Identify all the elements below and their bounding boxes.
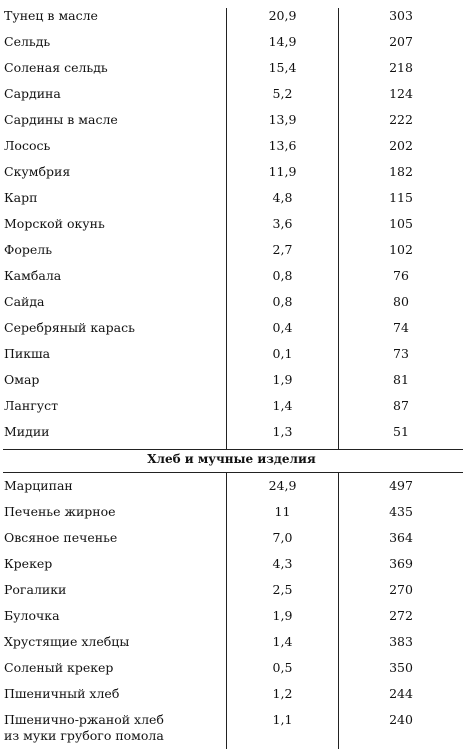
table-row bbox=[0, 582, 463, 608]
kcal-value: 124 bbox=[389, 86, 413, 101]
kcal-value: 497 bbox=[389, 478, 413, 493]
table-row bbox=[0, 424, 463, 450]
table-row bbox=[0, 216, 463, 242]
fat-value: 1,9 bbox=[272, 372, 293, 387]
food-name-line-2: из муки грубого помола bbox=[4, 728, 164, 743]
food-name-line-1: Пшенично-ржаной хлеб bbox=[4, 712, 164, 727]
food-name: Печенье жирное bbox=[4, 504, 116, 519]
table-row bbox=[0, 190, 463, 216]
fat-value: 13,6 bbox=[268, 138, 297, 153]
food-name: Пшеничный хлеб bbox=[4, 686, 120, 701]
kcal-value: 303 bbox=[389, 8, 413, 23]
table-row bbox=[0, 60, 463, 86]
table-row bbox=[0, 86, 463, 112]
kcal-value: 244 bbox=[389, 686, 413, 701]
fat-value: 14,9 bbox=[268, 34, 297, 49]
table-row bbox=[0, 712, 463, 748]
food-name: Камбала bbox=[4, 268, 62, 283]
food-name: Марципан bbox=[4, 478, 73, 493]
fat-value: 13,9 bbox=[268, 112, 297, 127]
food-name: Морской окунь bbox=[4, 216, 105, 231]
fat-value: 20,9 bbox=[268, 8, 297, 23]
fat-value: 2,7 bbox=[272, 242, 293, 257]
food-name: Хрустящие хлебцы bbox=[4, 634, 130, 649]
kcal-value: 81 bbox=[393, 372, 409, 387]
kcal-value: 383 bbox=[389, 634, 413, 649]
food-name: Крекер bbox=[4, 556, 53, 571]
fat-value: 4,8 bbox=[272, 190, 293, 205]
fat-value: 1,4 bbox=[272, 398, 293, 413]
section-title: Хлеб и мучные изделия bbox=[147, 452, 316, 466]
food-name: Соленая сельдь bbox=[4, 60, 108, 75]
fat-value: 0,8 bbox=[272, 268, 293, 283]
table-row bbox=[0, 268, 463, 294]
food-name: Булочка bbox=[4, 608, 60, 623]
table-row bbox=[0, 8, 463, 34]
table-row bbox=[0, 138, 463, 164]
food-name: Соленый крекер bbox=[4, 660, 114, 675]
food-name: Омар bbox=[4, 372, 40, 387]
kcal-value: 202 bbox=[389, 138, 413, 153]
table-row bbox=[0, 556, 463, 582]
kcal-value: 270 bbox=[389, 582, 413, 597]
fat-value: 1,3 bbox=[272, 424, 293, 439]
kcal-value: 182 bbox=[389, 164, 413, 179]
table-row bbox=[0, 660, 463, 686]
kcal-value: 115 bbox=[389, 190, 413, 205]
table-row bbox=[0, 398, 463, 424]
food-name: Овсяное печенье bbox=[4, 530, 118, 545]
table-row bbox=[0, 164, 463, 190]
fat-value: 11,9 bbox=[268, 164, 297, 179]
fat-value: 24,9 bbox=[268, 478, 297, 493]
fat-value: 3,6 bbox=[272, 216, 293, 231]
kcal-value: 105 bbox=[389, 216, 413, 231]
kcal-value: 218 bbox=[389, 60, 413, 75]
fat-value: 0,1 bbox=[272, 346, 293, 361]
kcal-value: 73 bbox=[393, 346, 409, 361]
fat-value: 0,5 bbox=[272, 660, 293, 675]
food-name: Сайда bbox=[4, 294, 45, 309]
fat-value: 7,0 bbox=[272, 530, 293, 545]
kcal-value: 102 bbox=[389, 242, 413, 257]
kcal-value: 369 bbox=[389, 556, 413, 571]
food-name: Лосось bbox=[4, 138, 51, 153]
food-name: Пикша bbox=[4, 346, 51, 361]
table-row bbox=[0, 478, 463, 504]
food-name bbox=[4, 712, 164, 744]
fat-value: 4,3 bbox=[272, 556, 293, 571]
table-row bbox=[0, 34, 463, 60]
food-name: Сардины в масле bbox=[4, 112, 118, 127]
food-name: Сельдь bbox=[4, 34, 51, 49]
section-rule-bottom bbox=[3, 472, 463, 473]
kcal-value: 350 bbox=[389, 660, 413, 675]
food-name: Тунец в масле bbox=[4, 8, 98, 23]
food-name: Мидии bbox=[4, 424, 50, 439]
kcal-value: 74 bbox=[393, 320, 409, 335]
fat-value: 0,8 bbox=[272, 294, 293, 309]
table-row bbox=[0, 320, 463, 346]
table-row bbox=[0, 504, 463, 530]
fat-value: 0,4 bbox=[272, 320, 293, 335]
kcal-value: 435 bbox=[389, 504, 413, 519]
kcal-value: 207 bbox=[389, 34, 413, 49]
table-row bbox=[0, 294, 463, 320]
fat-value: 1,1 bbox=[272, 712, 293, 727]
fat-value: 1,2 bbox=[272, 686, 293, 701]
kcal-value: 80 bbox=[393, 294, 409, 309]
table-row bbox=[0, 686, 463, 712]
kcal-value: 87 bbox=[393, 398, 409, 413]
table-row bbox=[0, 112, 463, 138]
table-row bbox=[0, 634, 463, 660]
table-row bbox=[0, 242, 463, 268]
kcal-value: 51 bbox=[393, 424, 409, 439]
food-name: Серебряный карась bbox=[4, 320, 135, 335]
fat-value: 11 bbox=[274, 504, 291, 519]
kcal-value: 76 bbox=[393, 268, 409, 283]
food-name: Рогалики bbox=[4, 582, 67, 597]
food-name: Форель bbox=[4, 242, 53, 257]
table-row bbox=[0, 346, 463, 372]
food-name: Сардина bbox=[4, 86, 61, 101]
fat-value: 1,4 bbox=[272, 634, 293, 649]
kcal-value: 364 bbox=[389, 530, 413, 545]
fat-value: 15,4 bbox=[268, 60, 297, 75]
kcal-value: 222 bbox=[389, 112, 413, 127]
food-name: Карп bbox=[4, 190, 38, 205]
table-row bbox=[0, 530, 463, 556]
kcal-value: 240 bbox=[389, 712, 413, 727]
table-row bbox=[0, 608, 463, 634]
kcal-value: 272 bbox=[389, 608, 413, 623]
food-name: Лангуст bbox=[4, 398, 59, 413]
fat-value: 5,2 bbox=[272, 86, 293, 101]
food-name: Скумбрия bbox=[4, 164, 71, 179]
fat-value: 1,9 bbox=[272, 608, 293, 623]
fat-value: 2,5 bbox=[272, 582, 293, 597]
table-row bbox=[0, 372, 463, 398]
